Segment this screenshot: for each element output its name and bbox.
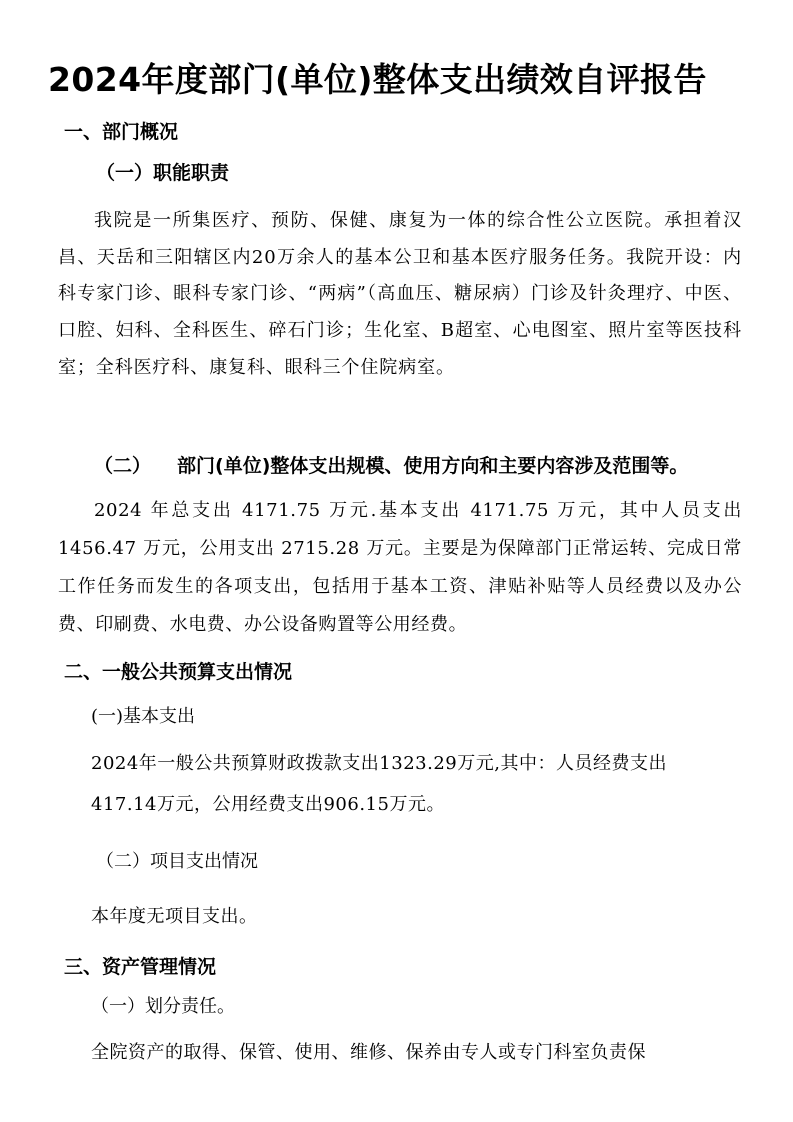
- subsection-heading-duties: （一）职能职责: [96, 162, 230, 184]
- subsection-heading-responsibility: （一）划分责任。: [91, 996, 235, 1017]
- section-heading-general-budget: 二、一般公共预算支出情况: [64, 661, 293, 683]
- subsection-heading-number: （二）: [94, 455, 152, 477]
- subsection-heading-project-expenditure: （二）项目支出情况: [96, 851, 258, 872]
- basic-expenditure-line-1: 2024年一般公共预算财政拨款支出1323.29万元,其中：人员经费支出: [91, 753, 667, 774]
- report-title: 2024年度部门(单位)整体支出绩效自评报告: [48, 60, 707, 99]
- subsection-heading-basic-expenditure: (一)基本支出: [91, 706, 196, 727]
- subsection-heading-text: 部门(单位)整体支出规模、使用方向和主要内容涉及范围等。: [177, 455, 689, 477]
- responsibility-text: 全院资产的取得、保管、使用、维修、保养由专人或专门科室负责保: [91, 1042, 646, 1063]
- section-heading-department-overview: 一、部门概况: [64, 121, 179, 143]
- paragraph-expenditure-scope: 2024 年总支出 4171.75 万元.基本支出 4171.75 万元，其中人员支出 1456.47 万元，公用支出 2715.28 万元。主要是为保障部门正常运转、完成日常工作任务而发生的各项支出，包括用于基本工资、津贴补贴等人员经费以及办公费、印刷费、水电费、办公设备购置等公用经费。: [58, 500, 742, 635]
- project-expenditure-text: 本年度无项目支出。: [91, 906, 258, 927]
- subsection-heading-expenditure-scope: [94, 453, 754, 479]
- paragraph-duties: 我院是一所集医疗、预防、保健、康复为一体的综合性公立医院。承担着汉昌、天岳和三阳辖区内20万余人的基本公卫和基本医疗服务任务。我院开设：内科专家门诊、眼科专家门诊、“两病”（高血压、糖尿病）门诊及针灸理疗、中医、口腔、妇科、全科医生、碎石门诊；生化室、B超室、心电图室、照片室等医技科室；全科医疗科、康复科、眼科三个住院病室。: [58, 210, 742, 378]
- section-heading-asset-management: 三、资产管理情况: [64, 956, 217, 978]
- basic-expenditure-line-2: 417.14万元，公用经费支出906.15万元。: [91, 794, 445, 815]
